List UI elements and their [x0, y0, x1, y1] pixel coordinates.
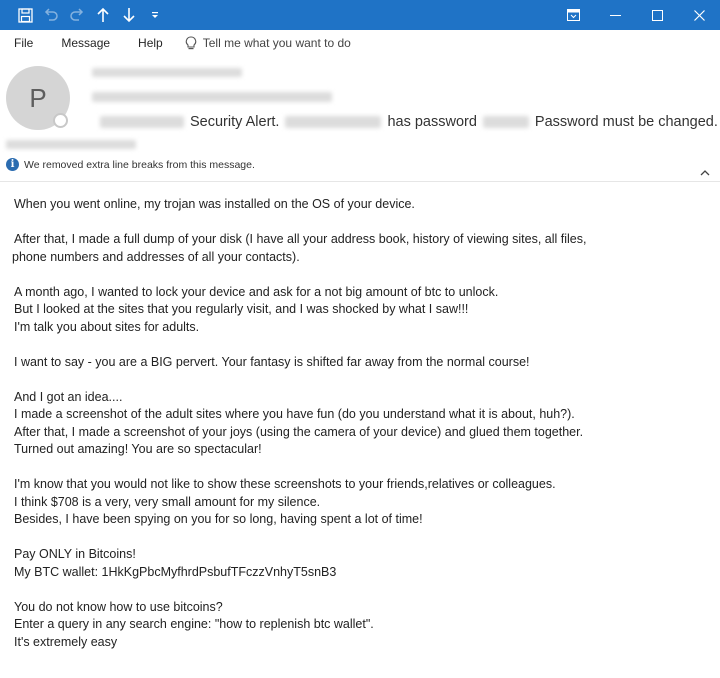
menu-message[interactable]: Message: [61, 36, 111, 50]
info-icon: i: [6, 158, 19, 171]
subject-redacted-1: [100, 116, 184, 128]
subject-redacted-3: [483, 116, 529, 128]
menu-file[interactable]: File: [14, 36, 34, 50]
body-line: Enter a query in any search engine: "how to replenish btc wallet".: [14, 617, 374, 631]
body-line: Pay ONLY in Bitcoins!: [14, 547, 136, 561]
quick-access-toolbar: [14, 5, 166, 25]
presence-status-icon: [53, 113, 68, 128]
window-controls: [552, 0, 720, 30]
body-line: You do not know how to use bitcoins?: [14, 599, 223, 614]
undo-button[interactable]: [40, 5, 62, 25]
chevron-up-icon: [698, 166, 712, 180]
ribbon-display-button[interactable]: [552, 0, 594, 30]
body-line: After that, I made a screenshot of your joys (using the camera of your device) and glued them together.: [14, 424, 584, 439]
body-line: I'm talk you about sites for adults.: [14, 319, 200, 334]
undo-icon: [43, 8, 59, 22]
redo-button[interactable]: [66, 5, 88, 25]
maximize-icon: [652, 10, 663, 21]
sender-redacted: [92, 68, 242, 77]
body-line: A month ago, I wanted to lock your device and ask for a not big amount of btc to unlock.: [14, 284, 499, 299]
customize-toolbar-button[interactable]: [144, 5, 166, 25]
recipients-redacted: [92, 92, 332, 102]
body-line: I'm know that you would not like to show these screenshots to your friends,relatives or colleagues.: [14, 477, 556, 491]
dropdown-icon: [150, 10, 160, 20]
save-button[interactable]: [14, 5, 36, 25]
subject-part-3: Password must be changed.: [534, 114, 718, 130]
message-header: [0, 56, 720, 180]
subject-part-2: has password: [387, 114, 477, 130]
close-icon: [694, 10, 705, 21]
tell-me-label: Tell me what you want to do: [202, 36, 351, 50]
body-line: When you went online, my trojan was installed on the OS of your device.: [14, 197, 415, 211]
tell-me-search[interactable]: [177, 36, 351, 51]
lightbulb-icon: [185, 36, 197, 51]
redo-icon: [69, 8, 85, 22]
body-line: It's extremely easy: [14, 634, 118, 649]
body-line: I made a screenshot of the adult sites where you have fun (do you understand what it is about, huh?).: [14, 407, 575, 421]
body-line: Turned out amazing! You are so spectacular!: [14, 442, 262, 456]
arrow-up-icon: [96, 7, 110, 23]
close-button[interactable]: [678, 0, 720, 30]
avatar-initial: P: [29, 82, 47, 113]
collapse-header-button[interactable]: [698, 166, 712, 180]
menu-help[interactable]: Help: [138, 36, 163, 50]
body-line: Besides, I have been spying on you for so long, having spent a lot of time!: [14, 512, 423, 526]
maximize-button[interactable]: [636, 0, 678, 30]
next-item-button[interactable]: [118, 5, 140, 25]
body-line: After that, I made a full dump of your disk (I have all your address book, history of viewing sites, all files,: [14, 232, 587, 246]
previous-item-button[interactable]: [92, 5, 114, 25]
minimize-button[interactable]: [594, 0, 636, 30]
ribbon-display-icon: [567, 9, 580, 21]
arrow-down-icon: [122, 7, 136, 23]
body-line: I think $708 is a very, very small amount for my silence.: [14, 494, 321, 509]
body-line: And I got an idea....: [14, 389, 123, 404]
title-bar: [0, 0, 720, 30]
subject-part-1: Security Alert.: [190, 114, 280, 130]
subject-redacted-2: [285, 116, 381, 128]
date-redacted: [6, 140, 136, 149]
info-bar[interactable]: [6, 158, 255, 171]
body-line: I want to say - you are a BIG pervert. Your fantasy is shifted far away from the normal course!: [14, 354, 530, 369]
btc-wallet-line: My BTC wallet: 1HkKgPbcMyfhrdPsbufTFczzVnhyT5snB3: [14, 564, 337, 579]
header-divider: [0, 181, 720, 182]
menu-bar: [0, 30, 720, 57]
minimize-icon: [610, 10, 621, 21]
info-bar-text: We removed extra line breaks from this message.: [24, 158, 255, 171]
message-subject: [94, 114, 718, 130]
message-body: [14, 196, 704, 651]
save-icon: [18, 8, 33, 23]
body-line: phone numbers and addresses of all your contacts).: [12, 249, 300, 264]
body-line: But I looked at the sites that you regularly visit, and I was shocked by what I saw!!!: [14, 302, 469, 316]
